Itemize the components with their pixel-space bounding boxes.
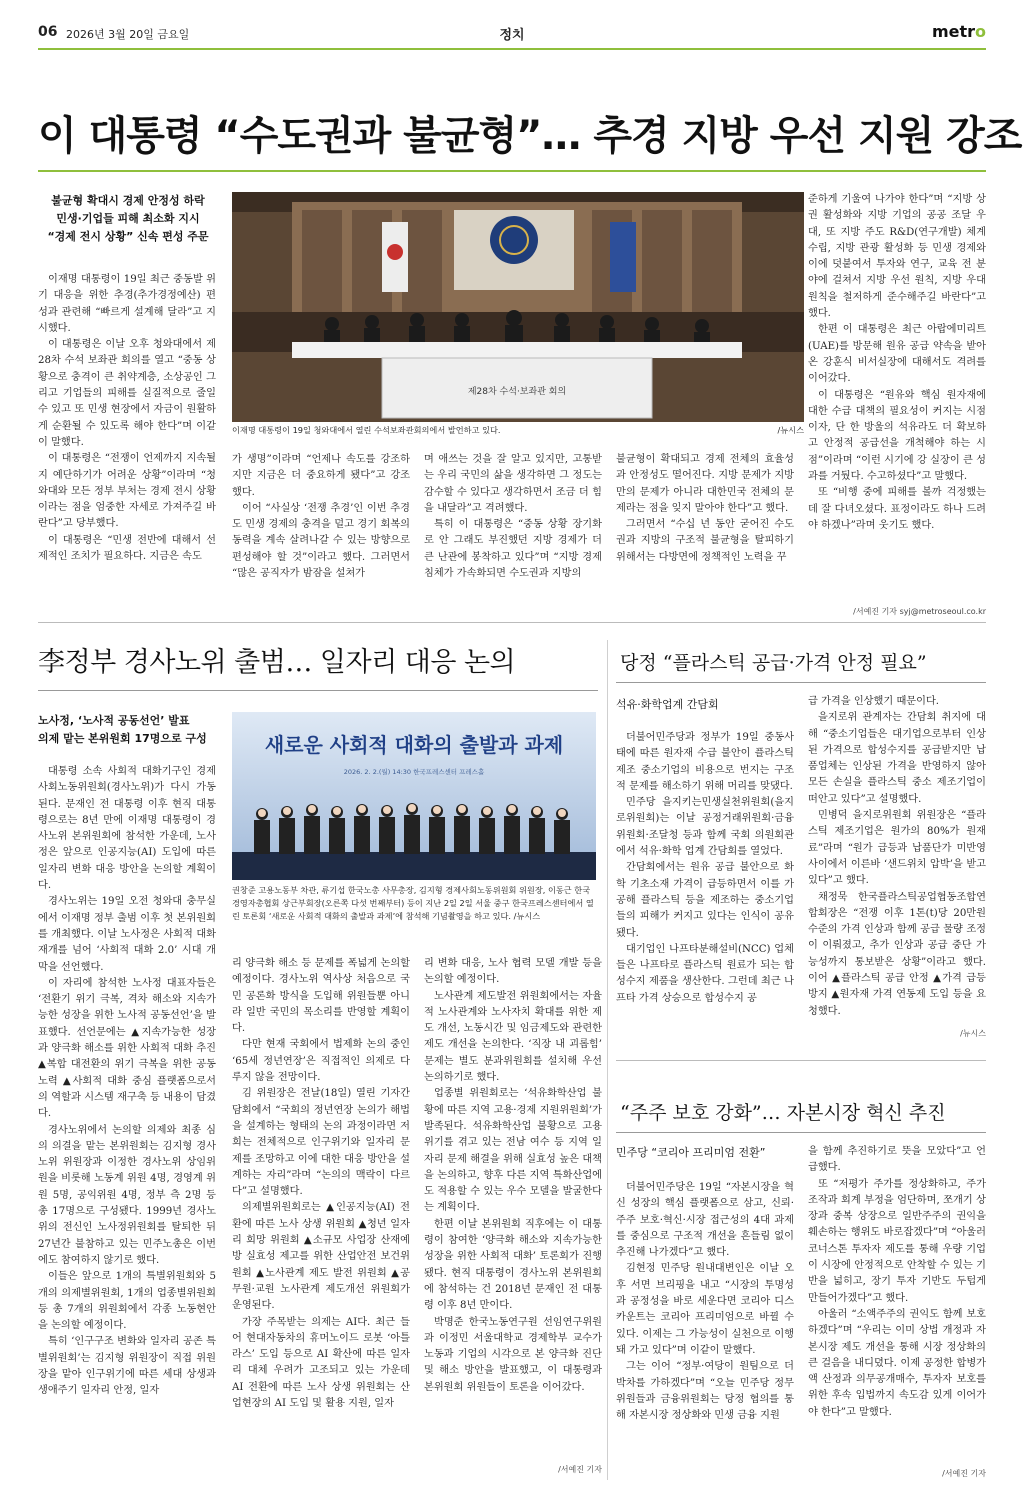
a1-col-4 xyxy=(616,452,794,566)
column-divider xyxy=(607,640,608,1480)
paragraph: 민병덕 을지로위원회 위원장은 “플라스틱 제조기업은 원가의 80%가 원재료”라며 “원가 급등과 납품단가 미반영 사이에서 이른바 ‘샌드위치 압박’을 받고 있다”고 했다. xyxy=(808,810,986,887)
paragraph: 그러면서 “수십 년 동안 굳어진 수도권과 지방의 구조적 불균형을 탈피하기 위해서는 다방면에 정책적인 노력을 꾸 xyxy=(616,519,794,563)
a3-subhead: 석유·화학업계 간담회 xyxy=(616,698,719,711)
a1-signature: /서예진 기자 syj@metroseoul.co.kr xyxy=(853,607,986,616)
paragraph: 이어 “사실상 ‘전쟁 추경’인 이번 추경도 민생 경제의 충격을 덜고 경기 회복의 동력을 계속 살려나갈 수 있는 방향으로 편성해야 할 것”이라고 했다. 그러면서 “많은 공직자가 밤잠을 설쳐가 xyxy=(232,502,410,580)
a4-col-1 xyxy=(616,1180,794,1424)
paragraph: 대기업인 나프타분해설비(NCC) 업체들은 나프타로 플라스틱 원료가 되는 합성수지 제품을 생산한다. 그런데 최근 나프타 가격 상승으로 합성수지 공 xyxy=(616,943,794,1004)
a2-rule xyxy=(38,690,598,691)
paragraph: 민주당 을지키는민생실천위원회(을지로위원회)는 이날 공정거래위원회·금융위원회·조달청 등과 함께 국회 의원회관에서 석유·화학 업계 간담회를 열었다. xyxy=(616,797,794,858)
metro-logo xyxy=(932,22,986,41)
paragraph: 한편 이날 본위원회 직후에는 이 대통령이 참여한 ‘양극화 해소와 지속가능한 성장을 위한 사회적 대화’ 토론회가 진행됐다. 현직 대통령이 경사노위 본위원회에 참석하는 건 2018년 문재인 전 대통령 이후 8년 만이다. xyxy=(424,1218,602,1312)
paragraph: 리 양극화 해소 등 문제를 폭넓게 논의할 예정이다. 경사노위 역사상 처음으로 국민 공론화 방식을 도입해 위원들뿐 아니라 일반 국민의 목소리를 반영할 계획이다. xyxy=(232,958,410,1035)
paragraph: 며 애쓰는 것을 잘 알고 있지만, 고통받는 우리 국민의 삶을 생각하면 그 정도는 감수할 수 있다고 생각하면서 조금 더 힘을 내달라”고 격려했다. xyxy=(424,454,602,514)
banner-subtitle: 2026. 2. 2.(월) 14:30 한국프레스센터 프레스홀 xyxy=(343,768,485,776)
a2-subheads xyxy=(38,712,218,748)
paragraph: 아울러 “소액주주의 권익도 함께 보호하겠다”며 “우리는 이미 상법 개정과 자본시장 제도 개선을 통해 시장 정상화의 큰 걸음을 내디뎠다. 이제 공정한 합병가액 산정과 의무공개매수, 투자자 보호를 위한 후속 입법까지 속도감 있게 이어가야 한다”고 말했다. xyxy=(808,1308,986,1418)
paragraph: 그는 이어 “정부·여당이 원팀으로 더 박차를 가하겠다”며 “오늘 민주당 정무위원들과 금융위원회는 당정 협의를 통해 자본시장 정상화와 민생 금융 지원 xyxy=(616,1361,794,1422)
a2-credit: /뉴시스 xyxy=(513,911,541,921)
a4-col-2 xyxy=(808,1144,986,1421)
a4-headline: “주주 보호 강화”… 자본시장 혁신 추진 xyxy=(620,1102,946,1124)
paragraph: 김현정 민주당 원내대변인은 이날 오후 서면 브리핑을 내고 “시장의 투명성과 공정성을 바로 세운다면 코리아 디스카운트는 코리아 프리미엄으로 바뀔 수 있다. 이제는 그 가능성이 실천으로 이행돼 가고 있다”며 이같이 말했다. xyxy=(616,1263,794,1356)
a2-col-3 xyxy=(424,956,602,1396)
issue-date: 2026년 3월 20일 금요일 xyxy=(66,28,190,41)
a2-sub-line: 의제 맡는 본위원회 17명으로 구성 xyxy=(38,732,207,745)
a2-col-2 xyxy=(232,956,410,1412)
paragraph: 준하게 기울여 나가야 한다”며 “지방 상권 활성화와 지방 기업의 공공 조달 우대, 또 지방 주도 R&D(연구개발) 체계 수립, 지방 관광 활성화 등 민생 경제와 이에 덧붙여서 투자와 연구, 교육 전 분야에 걸쳐서 지방 우선 원칙, 지방 우대 원칙을 철저하게 준수해주길 바란다”고 했다. xyxy=(808,194,986,320)
a1-sub-line: 민생·기업들 피해 최소화 지시 xyxy=(56,212,200,225)
a4-subhead: 민주당 “코리아 프리미엄 전환” xyxy=(616,1146,766,1159)
paragraph: 경사노위는 19일 오전 청와대 충무실에서 이재명 정부 출범 이후 첫 본위원회를 개최했다. 이날 노사정은 사회적 대화 재개를 넘어 ‘사회적 대화 2.0’ 시대 개막을 선언했다. xyxy=(38,896,216,973)
paragraph: 이 대통령은 이날 오후 청와대에서 제28차 수석 보좌관 회의를 열고 “중동 상황으로 충격이 큰 취약계층, 소상공인 그리고 기업들의 피해를 실질적으로 줄일 수 있고 또 민생 현장에서 자금이 원활하게 순환될 수 있도록 해야 한다”며 이같이 말했다. xyxy=(38,339,216,448)
paragraph: 이재명 대통령이 19일 최근 중동발 위기 대응을 위한 추경(추가경정예산) 편성과 관련해 “빠르게 설계해 달라”고 지시했다. xyxy=(38,274,216,334)
paragraph: 경사노위에서 논의할 의제와 최종 심의 의결을 맡는 본위원회는 김지형 경사노위 위원장과 이정한 경사노위 상임위원을 비롯해 노동계 위원 4명, 경영계 위원 5명, 공익위원 4명, 정부 측 2명 등 총 17명으로 구성됐다. 1999년 경사노위의 전신인 노사정위원회를 탈퇴한 뒤 27년간 불참하고 있는 민주노총은 이번에도 참여하지 않기로 했다. xyxy=(38,1124,216,1266)
paragraph: 가 생명”이라며 “언제나 속도를 강조하지만 지금은 더 중요하게 됐다”고 강조했다. xyxy=(232,454,410,498)
a3-rule xyxy=(616,682,986,683)
paragraph: 급 가격을 인상했기 때문이다. xyxy=(808,696,940,707)
paragraph: 가장 주목받는 의제는 AI다. 최근 들어 현대자동차의 휴머노이드 로봇 ‘아틀라스’ 도입 등으로 AI 확산에 따른 일자리 대체 우려가 고조되고 있는 가운데 AI 전환에 따른 노사 상생 위원회는 산업현장의 AI 도입 및 활용 지원, 일자 xyxy=(232,1316,410,1410)
paragraph: 이 자리에 참석한 노사정 대표자들은 ‘전환기 위기 극복, 격차 해소와 지속가능한 성장을 위한 노사적 공동선언’을 발표했다. 선언문에는 ▲지속가능한 성장과 양극화 해소를 위한 사회적 대화 추진 ▲복합 대전환의 위기 극복을 위한 공동 노력 ▲사회적 대화 중심 플랫폼으로서의 역할과 시스템 재구축 등 내용이 담겼다. xyxy=(38,977,216,1120)
a2-sub-line: 노사정, ‘노사적 공동선언’ 발표 xyxy=(38,714,190,727)
a2-headline: 李정부 경사노위 출범… 일자리 대응 논의 xyxy=(38,647,516,678)
paragraph: 간담회에서는 원유 공급 불안으로 화학 기초소재 가격이 급등하면서 이를 가공해 플라스틱 등을 제조하는 중소기업들의 피해가 커지고 있다는 인식이 공유됐다. xyxy=(616,862,794,939)
paragraph: 또 “저평가 주가를 정상화하고, 주가 조작과 회계 부정을 엄단하며, 쪼개기 상장과 중복 상장으로 일반주주의 권익을 훼손하는 행위도 바로잡겠다”며 “아울러 코너스톤 투자자 제도를 통해 우량 기업이 시장에 안정적으로 안착할 수 있는 기반을 넓히고, 장기 투자 기반도 두텁게 만들어가겠다”고 했다. xyxy=(808,1178,986,1304)
a1-col-1 xyxy=(38,272,216,565)
a2-photo xyxy=(232,712,596,880)
a2-col-1 xyxy=(38,764,216,1400)
a3-headline: 당정 “플라스틱 공급·가격 안정 필요” xyxy=(620,652,927,674)
page-number: 06 xyxy=(38,24,58,40)
a2-signature: /서예진 기자 xyxy=(558,1465,602,1474)
forum-photo xyxy=(232,712,596,880)
paragraph: 노사관계 제도발전 위원회에서는 자율적 노사관계와 노사자치 확대를 위한 제도 개선, 노동시간 및 임금제도와 관련한 제도 개선을 논의한다. ‘직장 내 괴롭힘’ 문제는 별도 분과위원회를 설치해 우선 논의하기로 했다. xyxy=(424,990,602,1084)
a1-col-3 xyxy=(424,452,602,582)
a1-sub-line: “경제 전시 상황” 신속 편성 주문 xyxy=(47,230,209,243)
paragraph: 다만 현재 국회에서 법제화 논의 중인 ‘65세 정년연장’은 직접적인 의제로 다루지 않을 전망이다. xyxy=(232,1039,410,1084)
a1-col-5 xyxy=(808,192,986,534)
a3-col-1 xyxy=(616,730,794,1007)
logo-o: o xyxy=(975,22,986,41)
paragraph: 이 대통령은 “전쟁이 언제까지 지속될지 예단하기가 어려운 상황”이라며 “청와대와 모든 정부 부처는 경제 전시 상황이라는 점을 엄중한 자세로 가져주길 바란다”고 당부했다. xyxy=(38,453,216,530)
paragraph: 을 함께 추진하기로 뜻을 모았다”고 언급했다. xyxy=(808,1146,986,1174)
paragraph: 김 위원장은 전날(18일) 열린 기자간담회에서 “국회의 정년연장 논의가 해법을 설계하는 형태의 논의 과정이라면 저희는 전체적으로 인구위기와 일자리 문제를 조망하고 이에 대한 대응 방안을 설계하는 자리”라며 “논의의 맥락이 다르다”고 설명했다. xyxy=(232,1088,410,1198)
paragraph: 이 대통령은 “민생 전반에 대해서 선제적인 조치가 필요하다. 지금은 속도 xyxy=(38,534,216,563)
a1-sub-line: 불균형 확대시 경제 안정성 하락 xyxy=(51,194,205,207)
meeting-photo xyxy=(232,192,804,422)
page-header xyxy=(38,18,986,50)
paragraph: 을지로위 관계자는 간담회 취지에 대해 “중소기업들은 대기업으로부터 인상된 가격으로 합성수지를 공급받지만 납품업체는 인상된 가격을 반영하지 않아 모든 손실을 플라스틱 중소 제조기업이 떠안고 있다”고 설명했다. xyxy=(808,712,986,805)
paragraph: 특히 이 대통령은 “중동 상황 장기화로 안 그래도 부진했던 지방 경제가 더 큰 난관에 봉착하고 있다”며 “지방 경제 침체가 가속화되면 수도권과 지방의 xyxy=(424,519,602,580)
a1-photo xyxy=(232,192,804,422)
paragraph: 더불어민주당은 19일 “자본시장을 혁신 성장의 핵심 플랫폼으로 삼고, 신뢰·주주 보호·혁신·시장 접근성의 4대 과제를 중심으로 구조적 개선을 흔들림 없이 추진해 나가겠다”고 했다. xyxy=(616,1182,794,1259)
paragraph: 특히 ‘인구구조 변화와 일자리 공존 특별위원회’는 김지형 위원장이 직접 위원장을 맡아 인구위기에 따른 세대 상생과 생애주기 일자리 안정, 일자 xyxy=(38,1336,216,1397)
paragraph: 채정묵 한국플라스틱공업협동조합연합회장은 “전쟁 이후 1톤(t)당 20만원 수준의 가격 인상과 함께 공급 물량 조정이 이뤄졌고, 추가 인상과 공급 중단 가능성까지 통보받은 상황”이라고 했다. 이어 ▲플라스틱 공급 안정 ▲가격 급등 방지 ▲원자재 가격 연동제 도입 등을 요청했다. xyxy=(808,891,986,1017)
a3-credit: /뉴시스 xyxy=(960,1029,986,1038)
paragraph: 이 대통령은 “원유와 핵심 원자재에 대한 수급 대책의 필요성이 커지는 시점이자, 단 한 방울의 석유라도 더 확보하고 안정적 공급선을 개척해야 하는 시점”이라며 “이런 시기에 강 실장이 큰 성과를 거뒀다. 수고하셨다”고 말했다. xyxy=(808,389,986,483)
a2-caption-text: 권창준 고용노동부 차관, 류기섭 한국노총 사무총장, 김지형 경제사회노동위원회 위원장, 이동근 한국경영자총협회 상근부회장(오른쪽 다섯 번째부터) 등이 지난 2일 2일 서울 중구 한국프레스센터에서 열린 토론회 ‘새로운 사회적 대화의 출발과 과제’에 참석해 기념촬영을 하고 있다. xyxy=(232,885,594,921)
section-name: 정치 xyxy=(499,28,525,43)
paragraph: 불균형이 확대되고 경제 전체의 효율성과 안정성도 떨어진다. 지방 문제가 지방만의 문제가 아니라 대한민국 전체의 문제라는 점을 잊지 말아야 한다”고 했다. xyxy=(616,454,794,514)
a4-rule xyxy=(616,1132,986,1133)
paragraph: 또 “비행 중에 피해를 볼까 걱정했는데 잘 다녀오셨다. 표정이라도 하나 드려야 하겠나”라며 웃기도 했다. xyxy=(808,487,986,531)
paragraph: 업종별 위원회로는 ‘석유화학산업 불황에 따른 지역 고용·경제 지원위원회’가 발족된다. 석유화학산업 불황으로 고용 위기를 겪고 있는 전남 여수 등 지역 일자리 문제 해결을 위해 실효성 높은 대책을 논의하고, 향후 다른 지역 특화산업에도 적용할 수 있는 우수 모델을 발굴한다는 계획이다. xyxy=(424,1088,602,1214)
a3-col-2 xyxy=(808,694,986,1020)
a1-rule xyxy=(38,170,986,172)
paragraph: 대통령 소속 사회적 대화기구인 경제사회노동위원회(경사노위)가 다시 가동된다. 문재인 전 대통령 이후 현직 대통령으로는 8년 만에 이재명 대통령이 경사노위 본위원회에 참석한 가운데, 노사정은 앞으로 인공지능(AI) 도입에 따른 일자리 변화 대응 방안을 논의할 계획이다. xyxy=(38,766,216,892)
a4-signature: /서예진 기자 xyxy=(942,1469,986,1478)
section-divider xyxy=(616,1060,986,1061)
paragraph: 박명준 한국노동연구원 선임연구위원과 이정민 서울대학교 경제학부 교수가 노동과 기업의 시각으로 본 양극화 진단 및 해소 방안을 발표했고, 이 대통령과 본위원회 위원들이 토론을 이어갔다. xyxy=(424,1316,602,1393)
paragraph: 더불어민주당과 정부가 19일 중동사태에 따른 원자재 수급 불안이 플라스틱 제조 중소기업의 비용으로 번지는 구조적 문제를 해소하기 위해 머리를 맞댔다. xyxy=(616,732,794,792)
a1-credit: /뉴시스 xyxy=(777,425,804,435)
paragraph: 한편 이 대통령은 최근 아랍에미리트(UAE)를 방문해 원유 공급 약속을 받아 온 강훈식 비서실장에 대해서도 격려를 이어갔다. xyxy=(808,324,986,385)
a2-caption xyxy=(232,884,596,923)
a1-caption: 이재명 대통령이 19일 청와대에서 열린 수석보좌관회의에서 발언하고 있다. xyxy=(232,425,501,435)
banner-title: 새로운 사회적 대화의 출발과 과제 xyxy=(264,733,564,757)
paragraph: 이들은 앞으로 1개의 특별위원회와 5개의 의제별위원회, 1개의 업종별위원회 등 총 7개의 위원회에서 각종 노동현안을 논의할 예정이다. xyxy=(38,1271,216,1332)
a1-headline: 이 대통령 “수도권과 불균형”… 추경 지방 우선 지원 강조 xyxy=(38,113,1022,159)
a1-subheads xyxy=(38,192,218,246)
paragraph: 의제별위원회로는 ▲인공지능(AI) 전환에 따른 노사 상생 위원회 ▲청년 일자리 희망 위원회 ▲소규모 사업장 산재예방 실효성 제고를 위한 산업안전 보건위원회 ▲노사관계 제도 발전 위원회 ▲공무원·교원 노사관계 제도개선 위원회가 운영된다. xyxy=(232,1202,410,1312)
photo-sign-text: 제28차 수석·보좌관 회의 xyxy=(467,387,567,397)
section-divider xyxy=(38,622,986,623)
logo-text: metr xyxy=(931,22,975,41)
paragraph: 리 변화 대응, 노사 협력 모델 개발 등을 논의할 예정이다. xyxy=(424,958,602,986)
a1-col-2 xyxy=(232,452,410,582)
